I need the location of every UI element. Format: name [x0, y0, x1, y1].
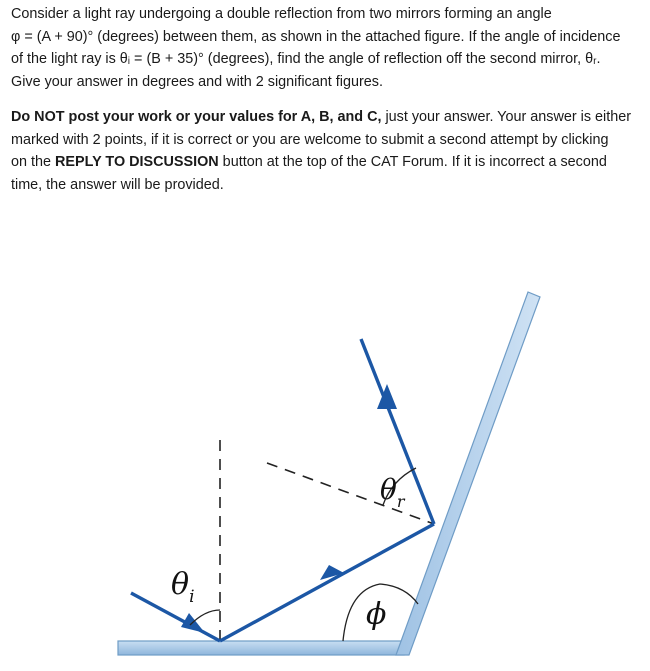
theta-r-label: $\theta_r$ — [380, 473, 405, 511]
first-reflected-ray-arrowhead — [320, 565, 344, 580]
instructions-line-4: time, the answer will be provided. — [11, 176, 224, 193]
first-reflected-ray — [220, 524, 434, 641]
instructions-line-2: marked with 2 points, if it is correct or you are welcome to submit a second attempt by clicking — [11, 131, 609, 148]
theta-i-label: $\theta_i$ — [171, 567, 195, 607]
phi-label: ϕ — [366, 597, 387, 632]
instructions-line-1-rest: just your answer. Your answer is either — [381, 109, 632, 125]
problem-line-4: Give your answer in degrees and with 2 significant figures. — [11, 73, 383, 90]
reply-to-discussion-text: REPLY TO DISCUSSION — [55, 154, 219, 170]
problem-line-1: Consider a light ray undergoing a double reflection from two mirrors forming an angle — [11, 6, 552, 22]
instructions-line-3-start: on the — [11, 154, 56, 170]
problem-line-3: of the light ray is θᵢ = (B + 35)° (degrees), find the angle of reflection off the second mirror, θᵣ. — [11, 51, 601, 67]
instructions-bold-lead: Do NOT post your work or your values for A, B, and C, — [11, 109, 382, 125]
bottom-mirror — [118, 641, 404, 655]
instructions-line-3-end: button at the top of the CAT Forum. If it is incorrect a second — [218, 154, 607, 170]
problem-line-2: φ = (A + 90)° (degrees) between them, as shown in the attached figure. If the angle of incidence — [11, 28, 621, 45]
inclined-mirror — [396, 292, 540, 655]
